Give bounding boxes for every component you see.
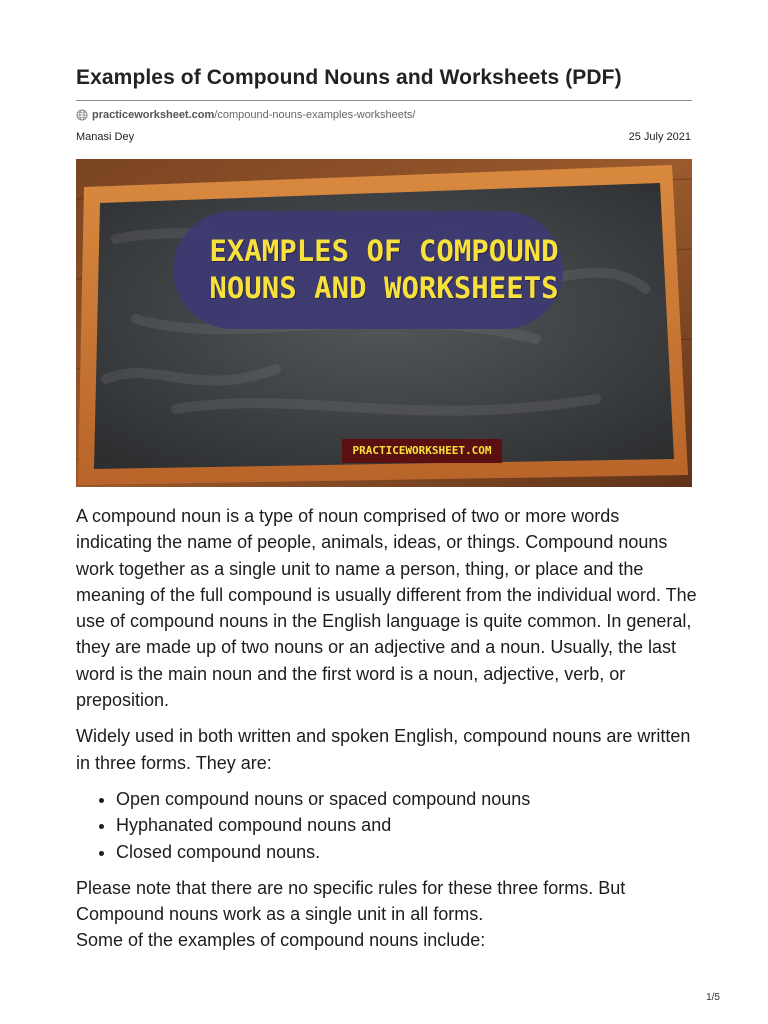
page-title: Examples of Compound Nouns and Worksheets (PDF) — [76, 66, 622, 89]
paragraph-note: Please note that there are no specific rules for these three forms. But Compound nouns work as a single unit in all forms. — [76, 877, 626, 925]
url-domain: practiceworksheet.com — [92, 109, 215, 121]
hero-site-badge: PRACTICEWORKSHEET.COM — [352, 444, 492, 457]
paragraph-intro: A compound noun is a type of noun comprised of two or more words indicating the name of people, animals, ideas, or things. Compound nouns work together as a single unit to name a person, thing, or place and the meaning of the full compound is usually different from the individual word. The use of compound nouns in the English language is quite common. In general, they are made up of two nouns or an adjective and a noun. Usually, the last word is the main noun and the first word is a noun, adjective, verb, or preposition. — [76, 506, 697, 711]
forms-list — [76, 786, 698, 865]
list-item: • Closed compound nouns. — [116, 839, 698, 865]
paragraph-forms: Widely used in both written and spoken English, compound nouns are written in three forms. They are: — [76, 726, 691, 773]
publish-date: 25 July 2021 — [628, 131, 691, 143]
title-divider — [76, 100, 692, 101]
article-body — [76, 503, 698, 954]
url-path: /compound-nouns-examples-worksheets/ — [214, 109, 416, 121]
author-name: Manasi Dey — [76, 131, 135, 143]
hero-title-line-2: NOUNS AND WORKSHEETS — [209, 271, 559, 305]
hero-title-line-1: EXAMPLES OF COMPOUND — [209, 234, 559, 268]
list-item: • Hyphanated compound nouns and — [116, 812, 698, 838]
globe-icon — [76, 109, 88, 121]
paragraph-examples-intro: Some of the examples of compound nouns include: — [76, 930, 486, 951]
hero-title — [76, 233, 692, 307]
hero-image — [76, 159, 692, 487]
list-item: • Open compound nouns or spaced compound nouns — [116, 786, 698, 812]
page-number: 1/5 — [706, 992, 720, 1003]
chalkboard-illustration — [76, 159, 692, 487]
source-url[interactable] — [76, 108, 415, 122]
